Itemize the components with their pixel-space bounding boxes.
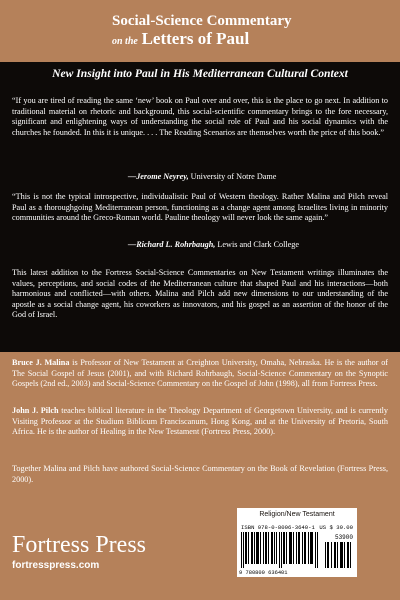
barcode-digits: 9 780800 636401 bbox=[239, 570, 288, 576]
series-line2: Letters of Paul bbox=[141, 29, 250, 48]
price-text: US $ 39.00 bbox=[319, 524, 353, 531]
quote-2-attribution bbox=[128, 240, 299, 250]
quote-1: “If you are tired of reading the same ‘new’ book on Paul over and over, this is the place to go next. In addition to traditional material on rhetoric and background, this social-scientific commentary brings to the fore necessary, significant and enlightening ways of understanding the social role of Paul and his social dynamics with the churches he founded. In this it is unique. . . . The Reading Scenarios are themselves worth the price of this book.” bbox=[12, 96, 388, 137]
book-description: This latest addition to the Fortress Social-Science Commentaries on New Testament writings illuminates the values, perceptions, and social codes of the Mediterranean culture that shaped Paul and his interactions—both harmonious and conflicted—with others. Malina and Pilch add new dimensions to our understanding of the apostle as a social change agent, his coworkers as innovators, and his gospel as an assertion of the honor of the God of Israel. bbox=[12, 268, 388, 320]
isbn-text: ISBN 978-0-8006-3640-1 bbox=[241, 524, 315, 531]
bio-pilch-text: teaches biblical literature in the Theology Department of Georgetown University, and is currently Visiting Professor at the Studium Biblicum Franciscanum, Hong Kong, and at the University of Pretoria, South Africa. He is the author of Healing in the New Testament (Fortress Press, 2000). bbox=[12, 406, 388, 437]
authors-together: Together Malina and Pilch have authored Social-Science Commentary on the Book of Revelation (Fortress Press, 2000). bbox=[12, 464, 388, 484]
bio-malina-name: Bruce J. Malina bbox=[12, 358, 70, 367]
series-line2-wrap bbox=[112, 30, 292, 51]
bio-pilch-name: John J. Pilch bbox=[12, 406, 59, 415]
barcode bbox=[237, 522, 357, 577]
bio-malina bbox=[12, 358, 388, 390]
price-barcode-bars bbox=[325, 542, 353, 568]
bio-malina-text: is Professor of New Testament at Creighton University, Omaha, Nebraska. He is the author of The Social Gospel of Jesus (2001), and with Richard Rohrbaugh, Social-Science Commentary on the Synoptic Gospels (2nd ed., 2003) and Social-Science Commentary on the Gospel of John (1998), all from Fortress Press. bbox=[12, 358, 389, 389]
price-code: 53900 bbox=[334, 534, 353, 541]
quote-1-author: —Jerome Neyrey, bbox=[128, 172, 189, 181]
series-title bbox=[112, 12, 292, 51]
category-label: Religion/New Testament bbox=[237, 508, 357, 522]
quote-1-attribution bbox=[128, 172, 276, 182]
quote-2: “This is not the typical introspective, individualistic Paul of Western theology. Rather Malina and Pilch reveal Paul as a thoroughgoing Mediterranean person, functioning as a change agent among Israelites living in minority communities around the Greco-Roman world. Pauline theology will never look the same again.” bbox=[12, 192, 388, 223]
quote-2-affiliation: Lewis and Clark College bbox=[217, 240, 300, 249]
series-on: on the bbox=[112, 36, 138, 47]
barcode-bars bbox=[241, 532, 321, 568]
quote-1-affiliation: University of Notre Dame bbox=[190, 172, 277, 181]
publisher-name: Fortress Press bbox=[12, 532, 147, 558]
bio-pilch bbox=[12, 406, 388, 438]
tagline: New Insight into Paul in His Mediterranean Cultural Context bbox=[52, 67, 348, 80]
quote-2-author: —Richard L. Rohrbaugh, bbox=[128, 240, 216, 249]
series-line1: Social-Science Commentary bbox=[112, 13, 292, 29]
publisher-website: fortresspress.com bbox=[12, 560, 100, 571]
